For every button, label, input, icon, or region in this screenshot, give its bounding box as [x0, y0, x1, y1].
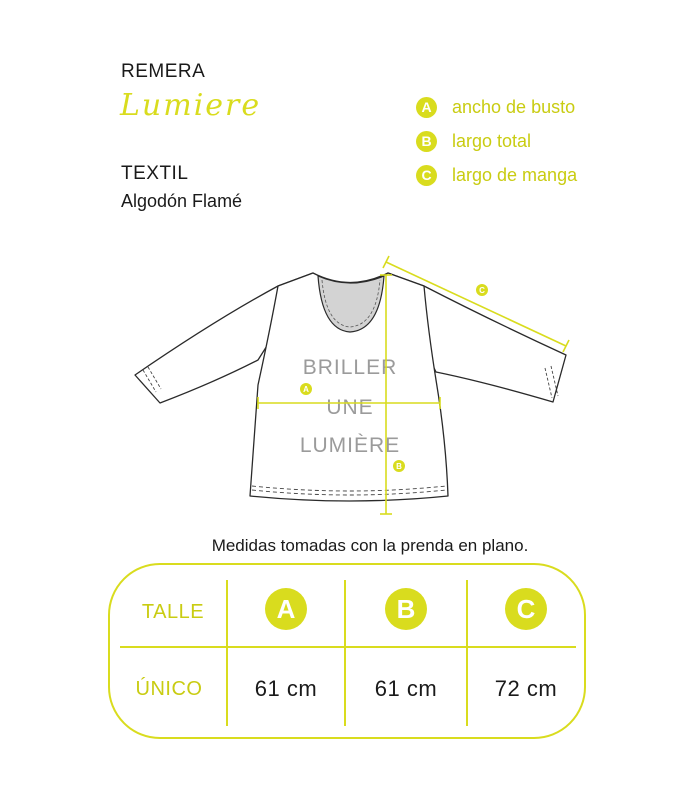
legend-text-c: largo de manga: [452, 164, 578, 185]
column-a-marker: A: [265, 588, 307, 630]
legend-text-b: largo total: [452, 130, 532, 151]
legend-marker-b: B: [416, 131, 437, 152]
value-b: 61 cm: [374, 676, 438, 701]
table-row-divider: [120, 646, 576, 648]
value-a: 61 cm: [254, 676, 318, 701]
marker-a-letter: A: [303, 385, 309, 394]
column-c-marker: C: [505, 588, 547, 630]
value-c: 72 cm: [494, 676, 558, 701]
legend-marker-a: A: [416, 97, 437, 118]
table-header-b: [346, 587, 466, 631]
print-line-1: BRILLER: [302, 356, 398, 379]
legend-marker-c: C: [416, 165, 437, 186]
category-label: TEXTIL: [121, 163, 189, 184]
fabric-label: Algodón Flamé: [121, 191, 243, 211]
print-line-3: LUMIÈRE: [299, 434, 401, 457]
table-header-a: [228, 587, 344, 631]
measurement-note: Medidas tomadas con la prenda en plano.: [211, 536, 529, 555]
table-header-c: [468, 587, 584, 631]
product-name: Lumiere: [120, 88, 262, 123]
table-row-label: ÚNICO: [135, 677, 203, 700]
legend-text-a: ancho de busto: [452, 96, 576, 117]
print-line-2: UNE: [326, 396, 374, 419]
marker-b-letter: B: [396, 462, 402, 471]
product-type: REMERA: [121, 61, 206, 82]
column-b-marker: B: [385, 588, 427, 630]
table-header-label: TALLE: [141, 600, 205, 623]
marker-c-letter: C: [479, 286, 485, 295]
